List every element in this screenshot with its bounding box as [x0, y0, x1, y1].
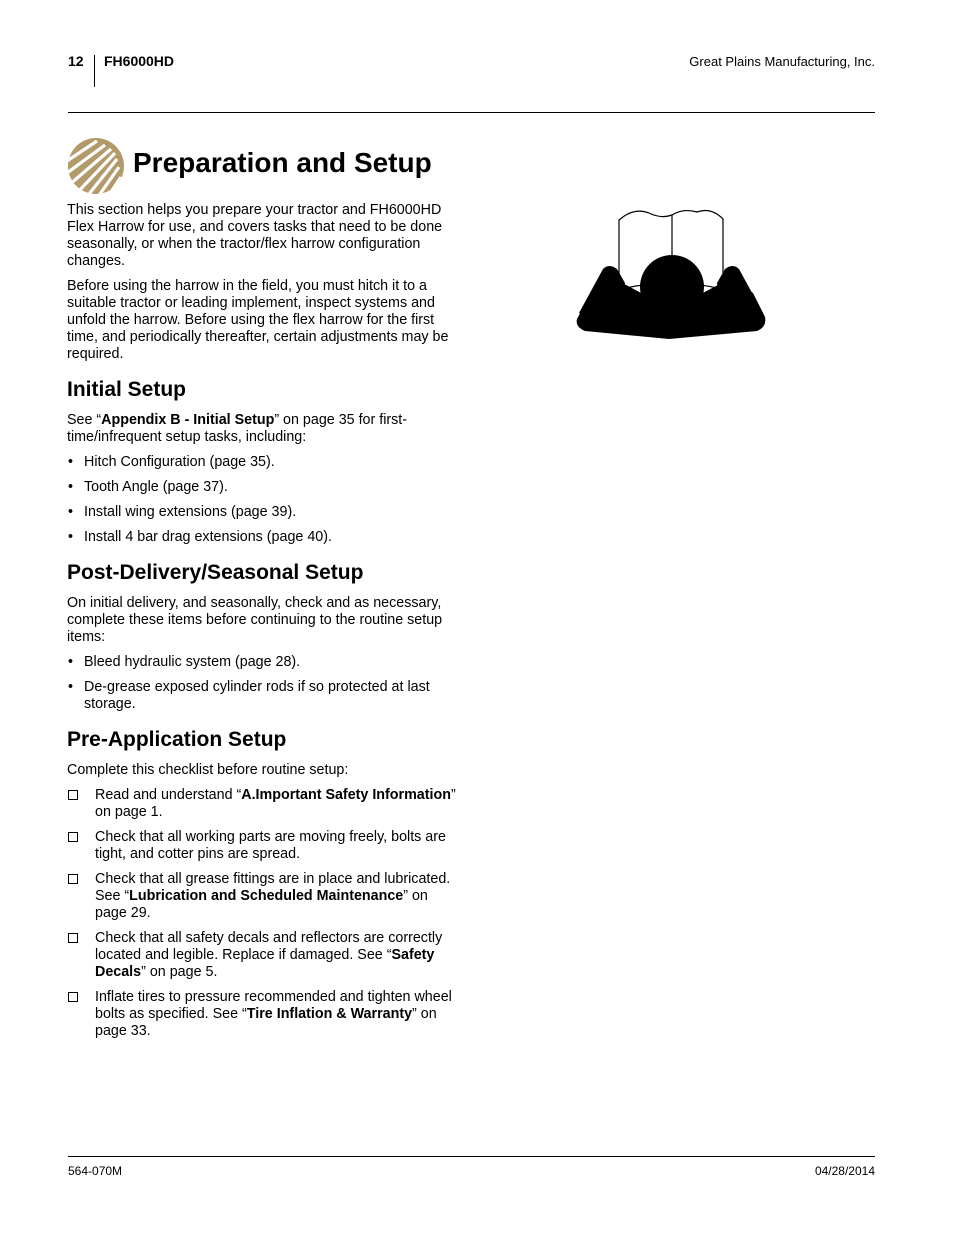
initial-setup-list: [67, 454, 462, 546]
great-plains-logo-icon: [67, 137, 125, 195]
checkbox-icon[interactable]: [68, 933, 78, 943]
checkbox-icon[interactable]: [68, 790, 78, 800]
checklist-item: Check that all grease fittings are in place and lubricated. See “Lubrication and Scheduled Maintenance” on page 29.: [67, 871, 462, 922]
document-date: 04/28/2014: [814, 1164, 875, 1178]
pre-application-paragraph: Complete this checklist before routine setup:: [67, 762, 349, 778]
page-number: 12: [68, 53, 84, 69]
post-delivery-paragraph: On initial delivery, and seasonally, check and as necessary, complete these items before continuing to the routine setup items:: [67, 595, 443, 645]
model-name: FH6000HD: [104, 53, 175, 69]
initial-setup-heading: Initial Setup: [67, 378, 187, 401]
post-delivery-list: [67, 654, 462, 713]
company-name: Great Plains Manufacturing, Inc.: [689, 54, 875, 69]
list-item: • Bleed hydraulic system (page 28).: [67, 654, 462, 671]
header-rule: [68, 112, 875, 113]
list-item: • Install 4 bar drag extensions (page 40).: [67, 529, 462, 546]
checkbox-icon[interactable]: [68, 874, 78, 884]
pre-application-heading: Pre-Application Setup: [67, 728, 287, 751]
list-item: • Install wing extensions (page 39).: [67, 504, 462, 521]
safety-information-link[interactable]: A.Important Safety Information: [241, 787, 451, 803]
lubrication-link[interactable]: Lubrication and Scheduled Maintenance: [129, 888, 404, 904]
reader-icon: [573, 205, 771, 341]
initial-setup-paragraph: See “Appendix B - Initial Setup” on page 35 for first-time/infrequent setup tasks, including:: [67, 412, 408, 445]
pre-application-checklist: [67, 787, 462, 1040]
intro-paragraph-2: Before using the harrow in the field, you must hitch it to a suitable tractor or leading implement, inspect systems and unfold the harrow. Before using the flex harrow for the first time, and periodically thereafter, certain adjustments may be required.: [67, 278, 449, 362]
list-item: • De-grease exposed cylinder rods if so protected at last storage.: [67, 679, 462, 713]
tire-inflation-link[interactable]: Tire Inflation & Warranty: [246, 1006, 413, 1022]
intro-paragraph-1: This section helps you prepare your tractor and FH6000HD Flex Harrow for use, and covers tasks that need to be done seasonally, or when the tractor/flex harrow configuration changes.: [67, 202, 443, 269]
header-divider: [94, 55, 95, 87]
checklist-item: Check that all working parts are moving freely, bolts are tight, and cotter pins are spread.: [67, 829, 462, 863]
list-item: • Tooth Angle (page 37).: [67, 479, 462, 496]
list-item: • Hitch Configuration (page 35).: [67, 454, 462, 471]
appendix-b-link[interactable]: Appendix B - Initial Setup: [101, 412, 275, 428]
post-delivery-heading: Post-Delivery/Seasonal Setup: [67, 561, 364, 584]
checklist-item: Read and understand “A.Important Safety Information” on page 1.: [67, 787, 462, 821]
checklist-item: Inflate tires to pressure recommended and tighten wheel bolts as specified. See “Tire Inflation & Warranty” on page 33.: [67, 989, 462, 1040]
checkbox-icon[interactable]: [68, 832, 78, 842]
checklist-item: Check that all safety decals and reflectors are correctly located and legible. Replace if damaged. See “Safety Decals” on page 5.: [67, 930, 462, 981]
document-number: 564-070M: [68, 1164, 123, 1178]
footer-rule: [68, 1156, 875, 1157]
main-column: [67, 202, 462, 1050]
page-title: Preparation and Setup: [133, 147, 432, 178]
checkbox-icon[interactable]: [68, 992, 78, 1002]
safety-decals-link[interactable]: Safety Decals: [95, 947, 435, 980]
